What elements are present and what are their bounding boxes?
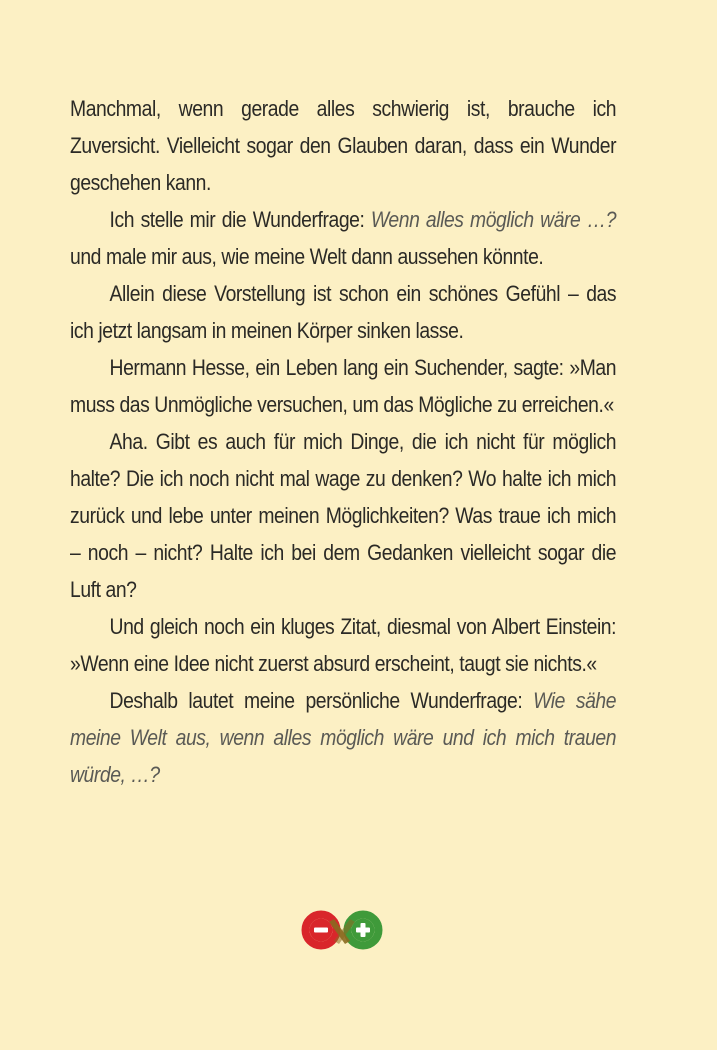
italic-question: Wenn alles möglich wäre …? [370, 207, 617, 232]
hesse-quote: Hermann Hesse, ein Leben lang ein Suchender, sagte: »Man muss das Unmögliche versuchen, um das Mögliche zu erreichen.« [70, 355, 617, 417]
text-segment: und male mir aus, wie meine Welt dann aussehen könnte. [70, 244, 544, 269]
text-segment: Aha. Gibt es auch für mich Dinge, die ich nicht für möglich halte? Die ich noch nicht mal wage zu denken? Wo halte ich mich zurück und lebe unter meinen Möglichkeiten? Was traue ich mich – noch – nicht? Halte ich bei dem Gedanken vielleicht sogar die Luft an? [70, 429, 617, 602]
italic-question: Wie sähe meine Welt aus, wenn alles möglich wäre und ich mich trauen würde, …? [70, 688, 617, 787]
text-segment: Manchmal, wenn gerade alles schwierig ist, brauche ich Zuversicht. Vielleicht sogar den Glauben daran, dass ein Wunder geschehen kann. [70, 96, 617, 195]
paragraph [70, 90, 616, 201]
paragraph [70, 349, 616, 423]
body-text [70, 90, 616, 793]
text-segment: Ich stelle mir die Wunderfrage: [109, 207, 371, 232]
einstein-quote: Und gleich noch ein kluges Zitat, diesmal von Albert Einstein: »Wenn eine Idee nicht zuerst absurd erscheint, taugt sie nichts.« [70, 614, 617, 676]
paragraph [70, 201, 616, 275]
text-segment: Deshalb lautet meine persönliche Wunderfrage: [109, 688, 534, 713]
text-segment: Allein diese Vorstellung ist schon ein schönes Gefühl – das ich jetzt langsam in meinen Körper sinken lasse. [70, 281, 617, 343]
paragraph [70, 423, 616, 608]
paragraph [70, 682, 616, 793]
plus-sign-v [361, 923, 366, 937]
minus-sign [314, 928, 328, 933]
paragraph [70, 608, 616, 682]
minus-plus-infinity-icon [300, 910, 384, 950]
paragraph [70, 275, 616, 349]
